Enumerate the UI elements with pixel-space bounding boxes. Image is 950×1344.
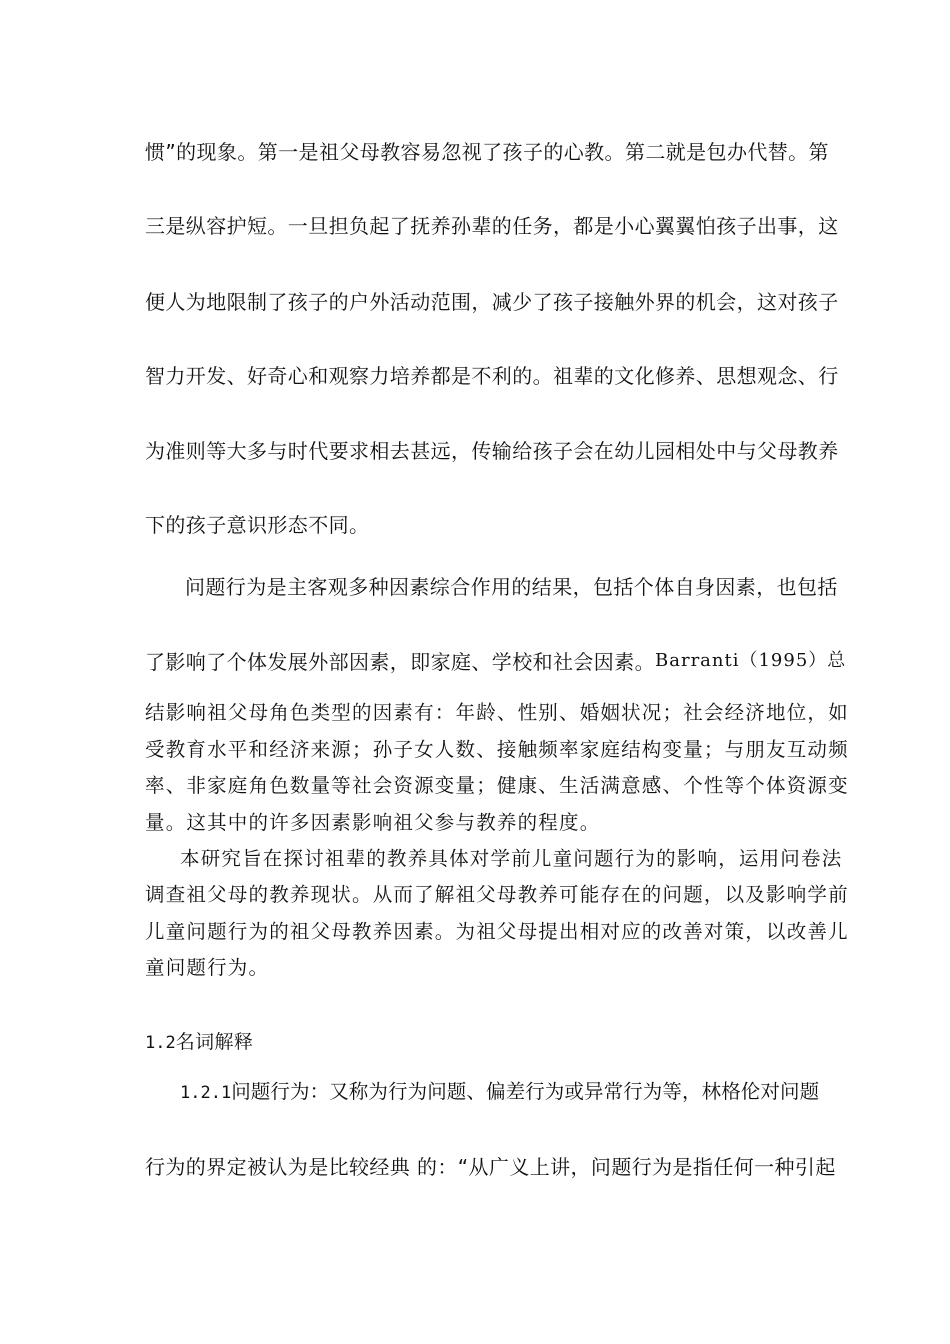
subsection-number: 1.2.1 [180,1083,232,1103]
section-number: 1.2 [145,1033,176,1053]
paragraph-3-line-4: 童问题行为。 [145,956,270,979]
paragraph-3-line-3: 儿童问题行为的祖父母教养因素。为祖父母提出相对应的改善对策，以改善儿 [145,920,849,943]
paragraph-1-line-6: 下的孩子意识形态不同。 [145,513,370,537]
paragraph-1-line-1: 惯”的现象。第一是祖父母教容易忽视了孩子的心教。第二就是包办代替。第 [145,140,829,164]
section-heading [145,1033,807,1052]
paragraph-3-line-2: 调查祖父母的教养现状。从而了解祖父母教养可能存在的问题，以及影响学前 [145,883,849,906]
paragraph-2-line-2-text: 了影响了个体发展外部因素，即家庭、学校和社会因素。 [145,650,655,674]
subsection-line-1 [180,1080,820,1103]
paragraph-2-serif-line-2: 受教育水平和经济来源；孙子女人数、接触频率家庭结构变量；与朋友互动频 [145,738,849,761]
citation-barranti: Barranti（1995）总 [655,650,847,671]
paragraph-1-line-5: 为准则等大多与时代要求相去甚远，传输给孩子会在幼儿园相处中与父母教养 [145,439,839,463]
paragraph-2-serif-line-3: 率、非家庭角色数量等社会资源变量；健康、生活满意感、个性等个体资源变 [145,774,849,797]
paragraph-2-serif-line-4: 量。这其中的许多因素影响祖父参与教养的程度。 [145,811,601,834]
paragraph-3-line-1: 本研究旨在探讨祖辈的教养具体对学前儿童问题行为的影响，运用问卷法 [180,847,843,870]
paragraph-2-line-1: 问题行为是主客观多种因素综合作用的结果，包括个体自身因素，也包括 [185,575,838,599]
paragraph-1-line-3: 便人为地限制了孩子的户外活动范围，减少了孩子接触外界的机会，这对孩子 [145,290,839,314]
paragraph-1-line-4: 智力开发、好奇心和观察力培养都是不利的。祖辈的文化修养、思想观念、行 [145,364,839,388]
section-title: 名词解释 [175,1031,254,1053]
subsection-text: 问题行为：又称为行为问题、偏差行为或异常行为等，林格伦对问题 [231,1080,820,1103]
paragraph-2-serif-line-1: 结影响祖父母角色类型的因素有：年龄、性别、婚姻状况；社会经济地位，如 [145,701,849,724]
subsection-line-2: 行为的界定被认为是比较经典 的：“从广义上讲，问题行为是指任何一种引起 [145,1155,836,1179]
paragraph-2-line-2 [145,650,847,674]
paragraph-1-line-2: 三是纵容护短。一旦担负起了抚养孙辈的任务，都是小心翼翼怕孩子出事，这 [145,214,839,238]
